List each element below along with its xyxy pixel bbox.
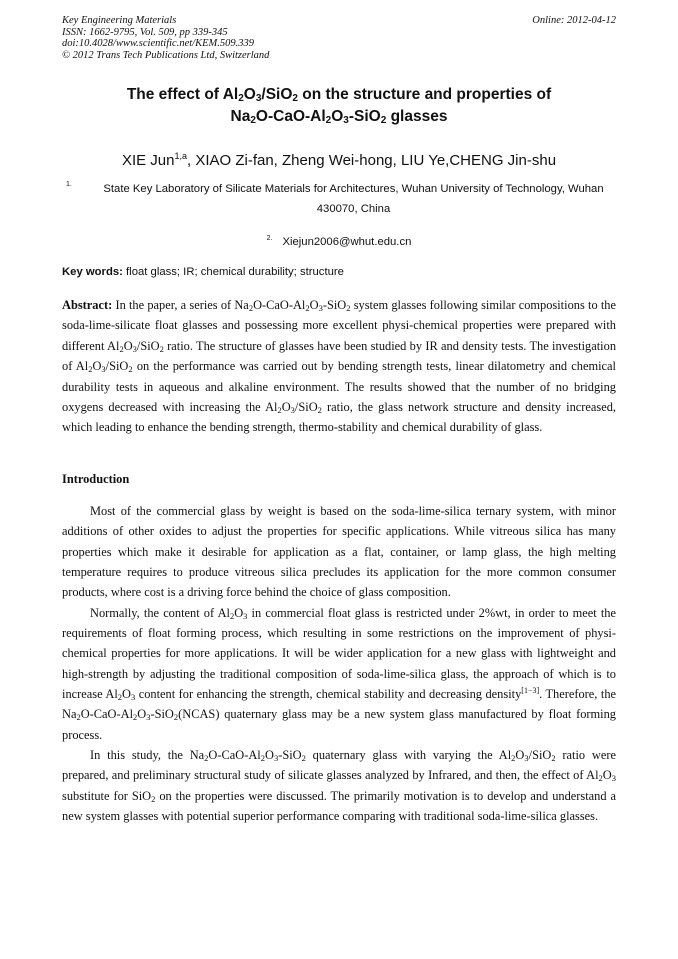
issn-line: ISSN: 1662-9795, Vol. 509, pp 339-345 xyxy=(62,26,228,38)
introduction-body xyxy=(62,501,616,827)
doi-line: doi:10.4028/www.scientific.net/KEM.509.339 xyxy=(62,38,254,50)
affiliation xyxy=(66,179,616,219)
intro-paragraph-3: In this study, the $Na_2O-CaO-Al_2O_3-SiO_2$ quaternary glass with varying the $Al_2O_3/SiO_2$ ratio were prepared, and preliminary structural study of silicate glasses analyzed by Infrared, and then, the effect of $Al_2O_3$ substitute for SiO$_2$ on the properties were discussed. The primarily motivation is to develop and understand a new system glasses with potential superior performance comparing with traditional soda-lime-silica glasses. xyxy=(62,748,616,824)
author-email: $^{2.}$ Xiejun2006@whut.edu.cn xyxy=(266,235,412,248)
journal-header xyxy=(62,15,616,61)
affiliation-number: 1. xyxy=(66,181,72,188)
author-list: XIE Jun$^{1,a}$, XIAO Zi-fan, Zheng Wei-hong, LIU Ye,CHENG Jin-shu xyxy=(121,151,557,169)
intro-paragraph-1: Most of the commercial glass by weight is based on the soda-lime-silica ternary system, with minor additions of other oxides to adjust the properties for specific applications. While vitreous silica has many properties which make it desirable for application as a flat, container, or lamp glass, the high melting temperature requires to produce vitreous silica precludes its application for the more common consumer products, where cost is a driving force behind the choice of glass composition. xyxy=(62,504,616,600)
citation-ref[interactable]: [1−3] xyxy=(521,686,540,696)
copyright-line: © 2012 Trans Tech Publications Ltd, Switzerland xyxy=(62,49,270,61)
paper-title xyxy=(62,84,616,128)
title-line-1: The effect of $Al_2O_3/SiO_2$ on the structure and properties of xyxy=(126,86,552,104)
abstract: Abstract: In the paper, a series of $Na_2O-CaO-Al_2O_3-SiO_2$ system glasses following similar compositions to the soda-lime-silicate float glasses and possessing more excellent physi-chemical properties were prepared with different $Al_2O_3/SiO_2$ ratio. The structure of glasses have been studied by IR and density tests. The investigation of $Al_2O_3/SiO_2$ on the performance was carried out by bending strength tests, linear dilatometry and chemical durability tests in aqueous and alkaline environment. The results showed that the number of no bridging oxygens decreased with increasing the $Al_2O_3/SiO_2$ ratio, the glass network structure and density increased, which leading to enhance the bending strength, thermo-stability and chemical durability of glass. xyxy=(62,298,617,435)
intro-paragraph-2: Normally, the content of $Al_2O_3$ in commercial float glass is restricted under 2%wt, in order to meet the requirements of float forming process, which resulting in some restrictions on the improvement of physi-chemical properties for more applications. It will be wider application for a new glass with lightweight and high-strength by adjusting the traditional composition of soda-lime-silica glass, the approach of which is to increase $Al_2O_3$ content for enhancing the strength, chemical stability and decreasing density[1−3]. Therefore, the $Na_2O-CaO-Al_2O_3-SiO_2(NCAS)$ quaternary glass may be a new system glass manufactured by float forming process. xyxy=(62,605,617,742)
affiliation-text: State Key Laboratory of Silicate Materials for Architectures, Wuhan University of Technology, Wuhan 430070, China xyxy=(103,183,604,215)
journal-name: Key Engineering Materials xyxy=(62,15,177,26)
keywords: Key words: float glass; IR; chemical durability; structure xyxy=(62,266,344,278)
online-date: Online: 2012-04-12 xyxy=(532,15,616,26)
title-line-2: $Na_2O-CaO-Al_2O_3-SiO_2$ glasses xyxy=(230,108,448,126)
section-heading-introduction: Introduction xyxy=(62,472,130,486)
email-address[interactable]: Xiejun2006@whut.edu.cn xyxy=(282,236,412,248)
